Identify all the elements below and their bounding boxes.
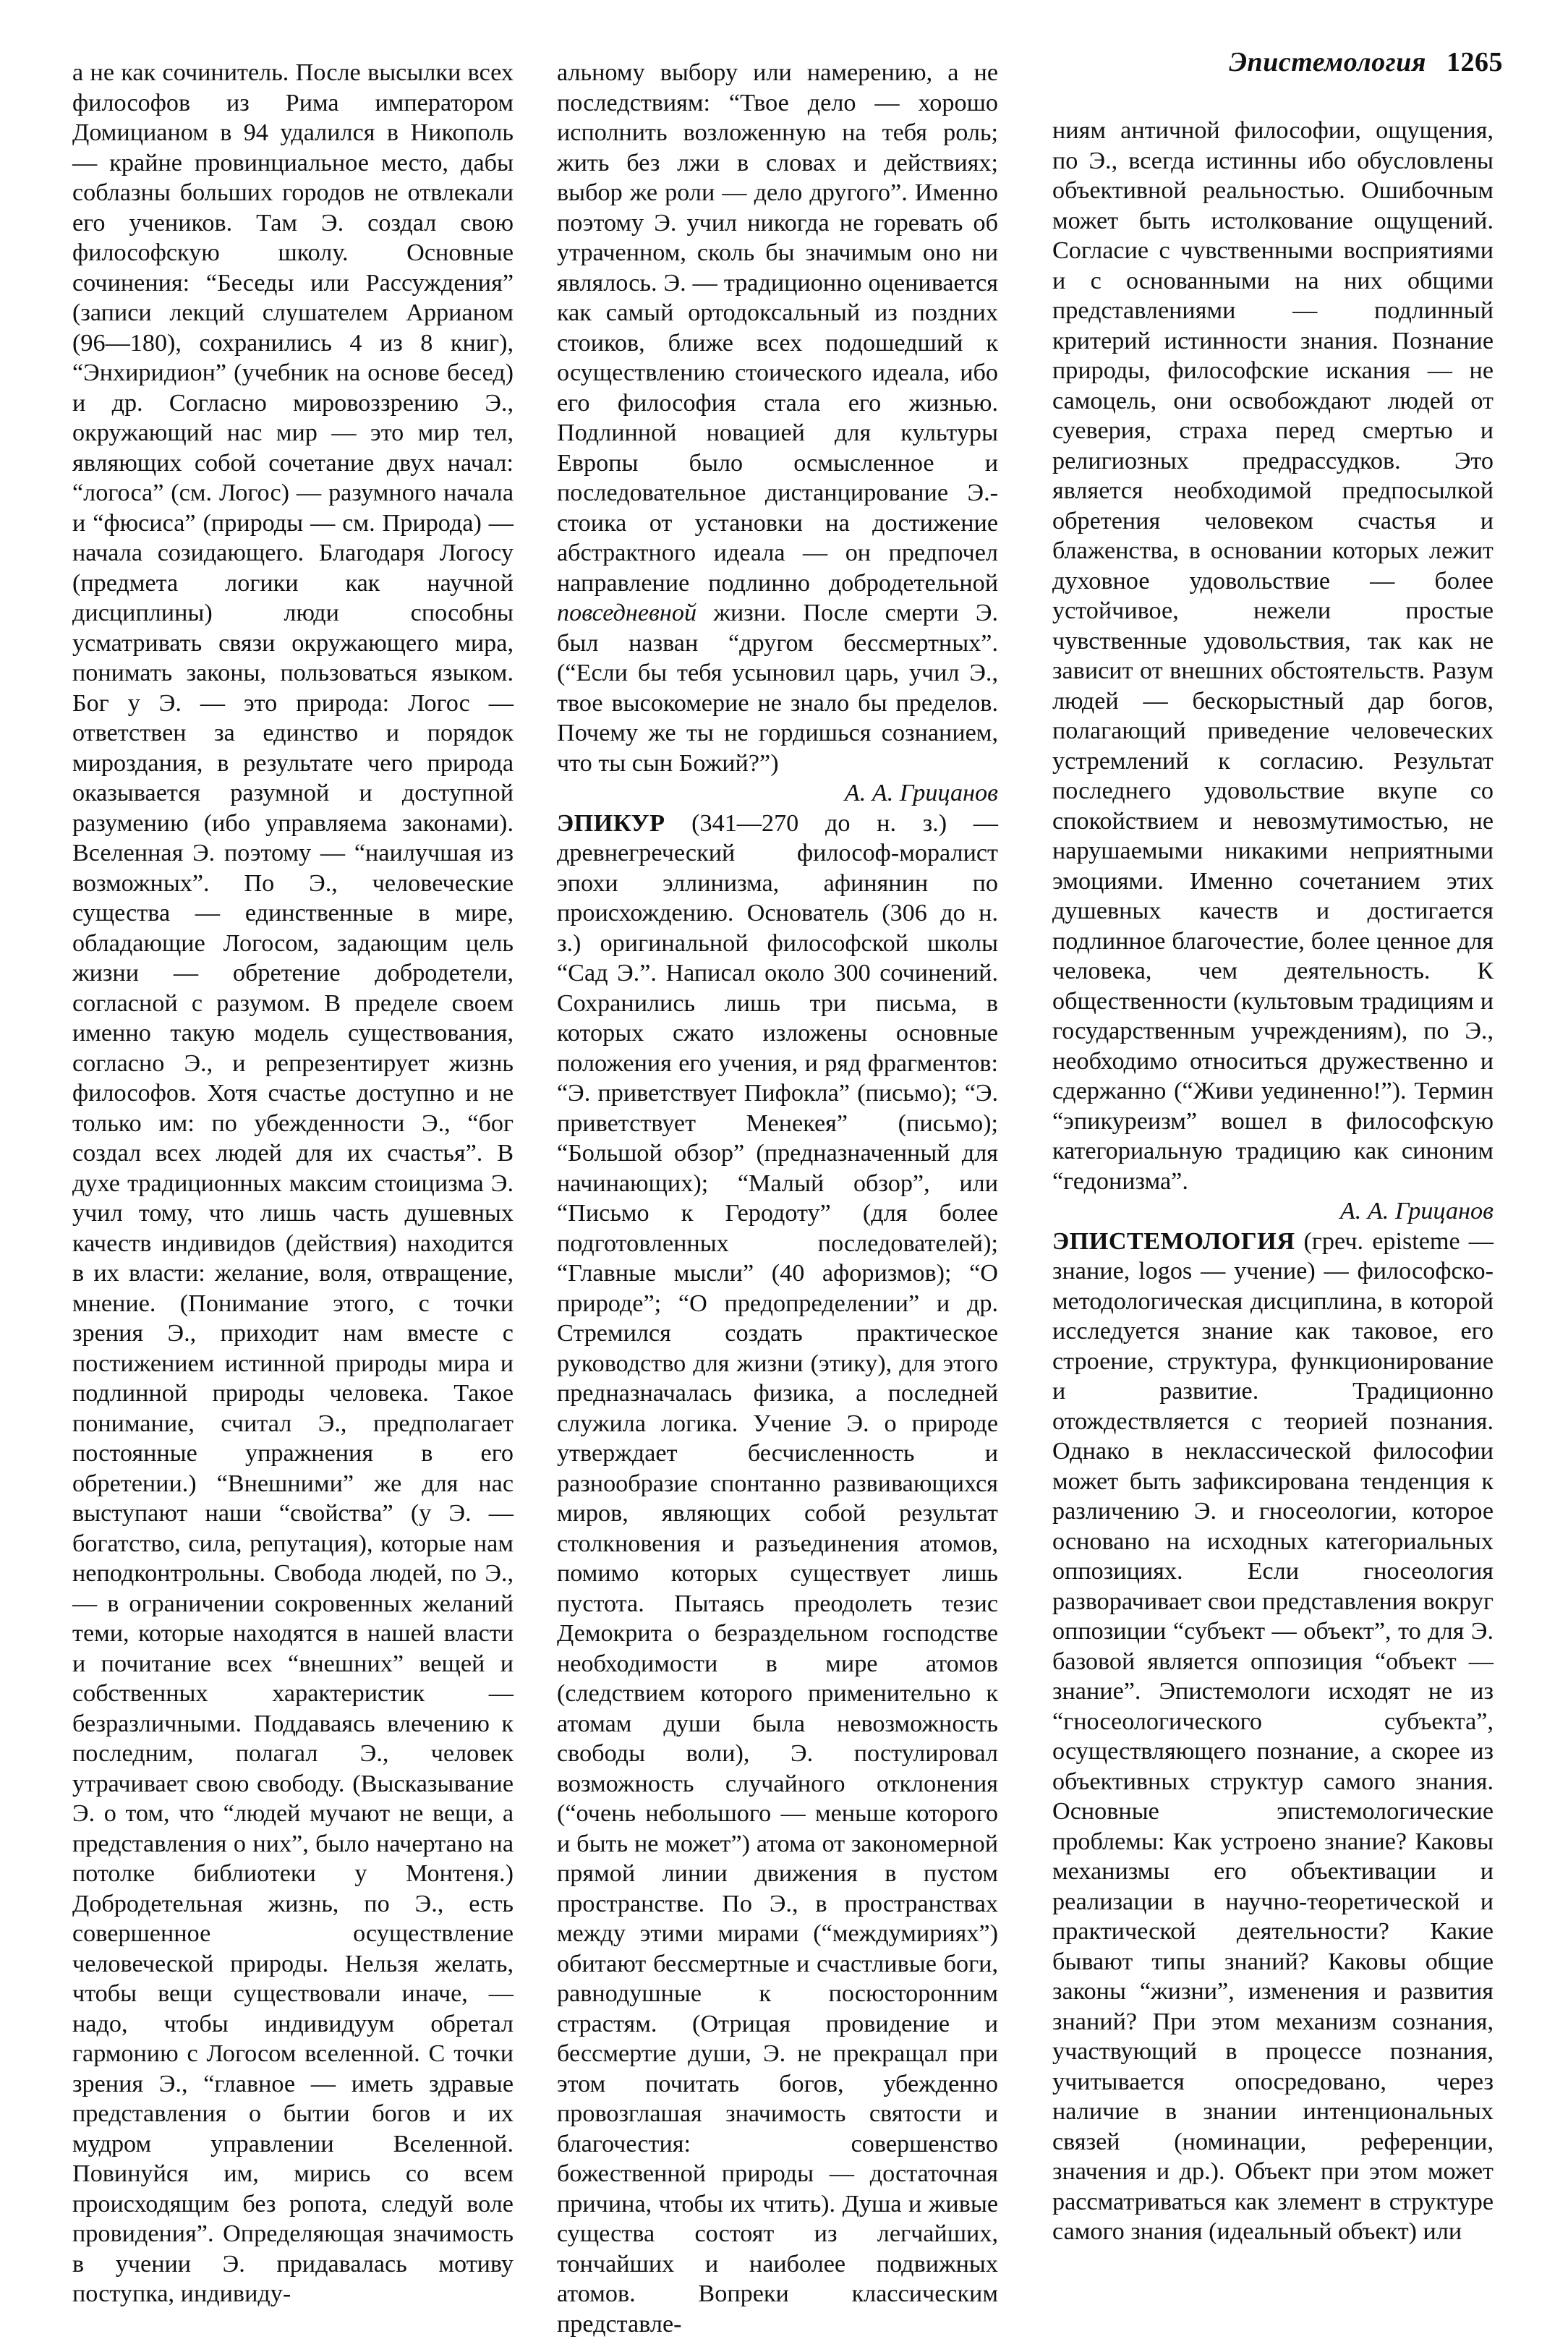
column2-continuation bbox=[557, 58, 998, 778]
text-column-2 bbox=[557, 58, 998, 2339]
author-signature: А. А. Грицанов bbox=[557, 778, 998, 809]
column2-emphasis: повседневной bbox=[557, 600, 696, 626]
text-column-1 bbox=[72, 58, 514, 2309]
author-signature: А. А. Грицанов bbox=[1052, 1196, 1494, 1227]
running-header bbox=[1229, 46, 1503, 78]
headword-epicurus: ЭПИКУР bbox=[557, 810, 665, 837]
headword-epistemology: ЭПИСТЕМОЛОГИЯ bbox=[1052, 1228, 1295, 1255]
column3-continuation: ниям античной философии, ощущения, по Э., всегда истинны ибо обусловлены объективной реальностью. Ошибочным может быть истолкование ощущений. Согласие с чувственными восприятиями и с основанными на них общими представлениями — подлинный критерий истинности знания. Познание природы, философские искания — не самоцель, они освобождают людей от суеверия, страха перед смертью и религиозных предрассудков. Это является необходимой предпосылкой обретения человеком счастья и блаженства, в основании которых лежит духовное удовольствие — более устойчивое, нежели простые чувственные удовольствия, так как не зависит от внешних обстоятельств. Разум людей — бескорыстный дар богов, полагающий приведение человеческих устремлений к согласию. Результат последнего удовольствие вкупе со спокойствием и невозмутимостью, не нарушаемыми никакими неприятными эмоциями. Именно сочетанием этих душевных качеств и достигается подлинное благочестие, более ценное для человека, чем деятельность. К общественности (культовым традициям и государственным учреждениям), по Э., необходимо относиться дружественно и сдержанно (“Живи уединенно!”). Термин “эпикуреизм” вошел в философскую категориальную традицию как синоним “гедонизма”. bbox=[1052, 116, 1494, 1196]
column2-text-part2: жизни. После смерти Э. был назван “другом бессмертных”. (“Если бы тебя усыновил царь, учил Э., твое высокомерие не знало бы пределов. Почему же ты не гордишься сознанием, что ты сын Божий?”) bbox=[557, 600, 998, 777]
entry-epicurus-text: (341—270 до н. з.) — древнегреческий философ-моралист эпохи эллинизма, афинянин по происхождению. Основатель (306 до н. з.) оригинальной философской школы “Сад Э.”. Написал около 300 сочинений. Сохранились лишь три письма, в которых сжато изложены основные положения его учения, и ряд фрагментов: “Э. приветствует Пифокла” (письмо); “Э. приветствует Менекея” (письмо); “Большой обзор” (предназначенный для начинающих); “Малый обзор”, или “Письмо к Геродоту” (для более подготовленных последователей); “Главные мысли” (40 афоризмов); “О природе”; “О предопределении” и др. Стремился создать практическое руководство для жизни (этику), для этого предназначалась физика, а последней служила логика. Учение Э. о природе утверждает бесчисленность и разнообразие спонтанно развивающихся миров, являющих собой результат столкновения и разъединения атомов, помимо которых существует лишь пустота. Пытаясь преодолеть тезис Демокрита о безраздельном господстве необходимости в мире атомов (следствием которого применительно к атомам души была невозможность свободы воли), Э. постулировал возможность случайного отклонения (“очень небольшого — меньше которого и быть не может”) атома от закономерной прямой линии движения в пустом пространстве. По Э., в пространствах между этими мирами (“междумириях”) обитают бессмертные и счастливые боги, равнодушные к посюсторонним страстям. (Отрицая провидение и бессмертие души, Э. не прекращал при этом почитать богов, убежденно провозглашая значимость святости и благочестия: совершенство божественной природы — достаточная причина, чтобы их чтить). Душа и живые существа состоят из легчайших, тончайших и наиболее подвижных атомов. Вопреки классическим представле- bbox=[557, 810, 998, 2338]
page-number: 1265 bbox=[1446, 47, 1503, 77]
entry-epicurus bbox=[557, 809, 998, 2339]
header-title: Эпистемология bbox=[1229, 47, 1426, 77]
entry-epistemology-text: (греч. episteme — знание, logos — учение) — философско-методологическая дисциплина, в которой исследуется знание как таковое, его строение, структура, функционирование и развитие. Традиционно отождествляется с теорией познания. Однако в неклассической философии может быть зафиксирована тенденция к различению Э. и гносеологии, которое основано на исходных категориальных оппозициях. Если гносеология разворачивает свои представления вокруг оппозиции “субъект — объект”, то для Э. базовой является оппозиция “объект — знание”. Эпистемологи исходят не из “гносеологического субъекта”, осуществляющего познание, а скорее из объективных структур самого знания. Основные эпистемологические проблемы: Как устроено знание? Каковы механизмы его объективации и реализации в научно-теоретической и практической деятельности? Какие бывают типы знаний? Каковы общие законы “жизни”, изменения и развития знаний? При этом механизм сознания, участвующий в процессе познания, учитывается опосредовано, через наличие в знании интенциональных связей (номинации, референции, значения и др.). Объект при этом может рассматриваться как злемент в структуре самого знания (идеальный объект) или bbox=[1052, 1228, 1494, 2246]
text-column-3 bbox=[1052, 116, 1494, 2247]
entry-epistemology bbox=[1052, 1227, 1494, 2247]
column1-paragraph: а не как сочинитель. После высылки всех философов из Рима императором Домицианом в 94 удалился в Никополь — крайне провинциальное место, дабы соблазны больших городов не отвлекали его учеников. Там Э. создал свою философскую школу. Основные сочинения: “Беседы или Рассуждения” (записи лекций слушателем Аррианом (96—180), сохранились 4 из 8 книг), “Энхиридион” (учебник на основе бесед) и др. Согласно мировоззрению Э., окружающий нас мир — это мир тел, являющих собой сочетание двух начал: “логоса” (см. Логос) — разумного начала и “фюсиса” (природы — см. Природа) — начала созидающего. Благодаря Логосу (предмета логики как научной дисциплины) люди способны усматривать связи окружающего мира, понимать законы, пользоваться языком. Бог у Э. — это природа: Логос — ответствен за единство и порядок мироздания, в результате чего природа оказывается разумной и доступной разумению (ибо управляема законами). Вселенная Э. поэтому — “наилучшая из возможных”. По Э., человеческие существа — единственные в мире, обладающие Логосом, задающим цель жизни — обретение добродетели, согласной с разумом. В пределе своем именно такую модель существования, согласно Э., и репрезентирует жизнь философов. Хотя счастье доступно и не только им: по убежденности Э., “бог создал всех людей для их счастья”. В духе традиционных максим стоицизма Э. учил тому, что лишь часть душевных качеств индивидов (действия) находится в их власти: желание, воля, отвращение, мнение. (Понимание этого, с точки зрения Э., приходит нам вместе с постижением истинной природы мира и подлинной природы человека. Такое понимание, считал Э., предполагает постоянные упражнения в его обретении.) “Внешними” же для нас выступают наши “свойства” (у Э. — богатство, сила, репутация), которые нам неподконтрольны. Свобода людей, по Э., — в ограничении сокровенных желаний теми, которые находятся в нашей власти и почитание всех “внешних” вещей и собственных характеристик — безразличными. Поддаваясь влечению к последним, полагал Э., человек утрачивает свою свободу. (Высказывание Э. о том, что “людей мучают не вещи, а представления о них”, было начертано на потолке библиотеки у Монтеня.) Добродетельная жизнь, по Э., есть совершенное осуществление человеческой природы. Нельзя желать, чтобы вещи существовали иначе, — надо, чтобы индивидуум обретал гармонию с Логосом вселенной. С точки зрения Э., “главное — иметь здравые представления о бытии богов и их мудром управлении Вселенной. Повинуйся им, мирись со всем происходящим без ропота, следуй воле провидения”. Определяющая значимость в учении Э. придавалась мотиву поступка, индивиду- bbox=[72, 58, 514, 2309]
column2-text-part1: альному выбору или намерению, а не последствиям: “Твое дело — хорошо исполнить возложенную на тебя роль; жить без лжи в словах и действиях; выбор же роли — дело другого”. Именно поэтому Э. учил никогда не горевать об утраченном, сколь бы значимым оно ни являлось. Э. — традиционно оценивается как самый ортодоксальный из поздних стоиков, ближе всех подошедший к осуществлению стоического идеала, ибо его философия стала его жизнью. Подлинной новацией для культуры Европы было осмысленное и последовательное дистанцирование Э.-стоика от установки на достижение абстрактного идеала — он предпочел направление подлинно добродетельной bbox=[557, 59, 998, 597]
